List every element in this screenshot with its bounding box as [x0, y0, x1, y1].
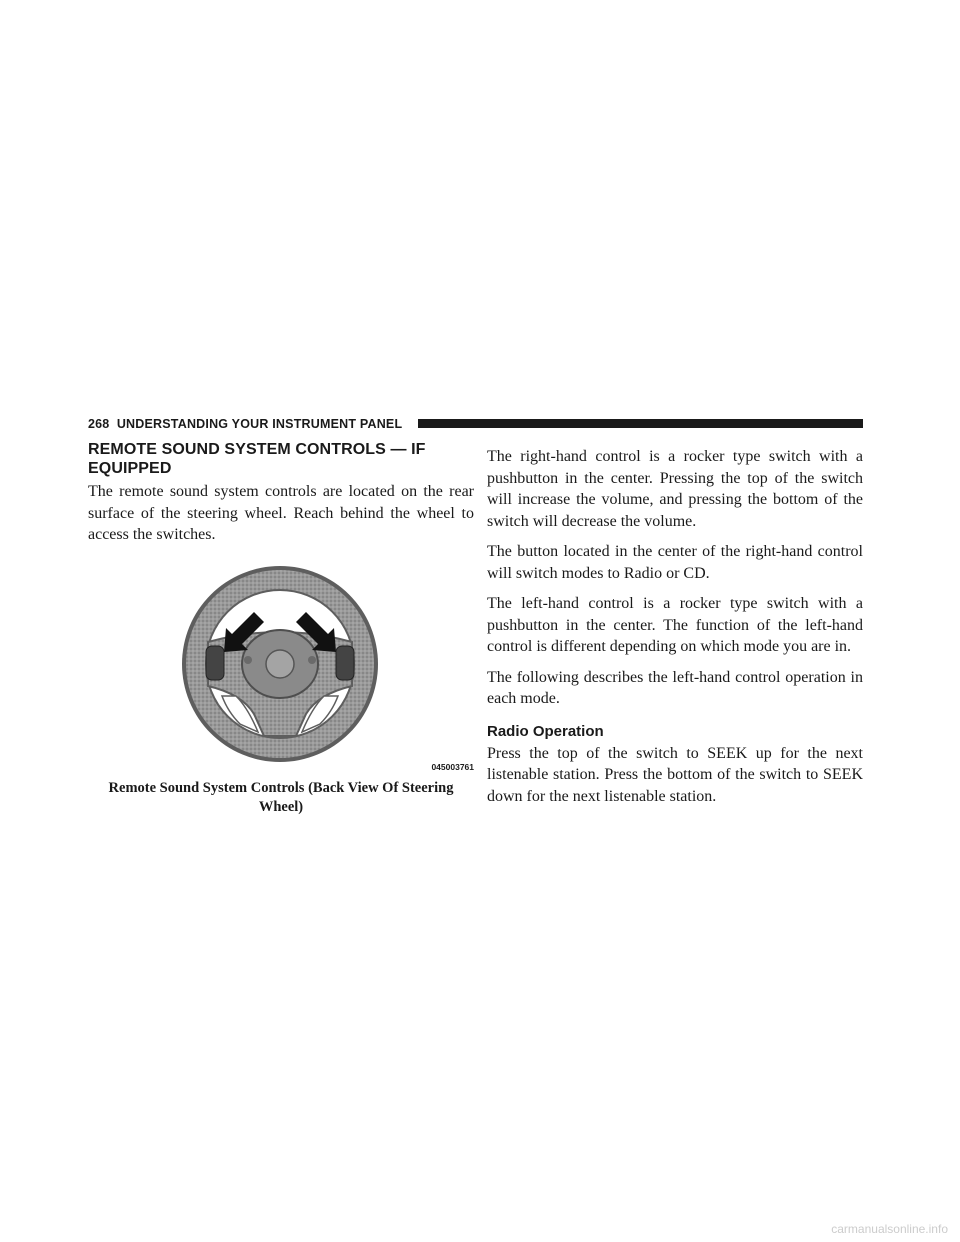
- paragraph-left-control: The left-hand control is a rocker type switch with a pushbutton in the center. The function of the left-hand control is different depending on which mode you are in.: [487, 595, 863, 655]
- watermark: carmanualsonline.info: [831, 1222, 948, 1236]
- page-header: [88, 416, 863, 432]
- steering-wheel-illustration: [178, 564, 382, 764]
- paragraph-right-control: The right-hand control is a rocker type switch with a pushbutton in the center. Pressing the top of the switch will increase the volume, and pressing the bottom of the switch will decrease the volume.: [487, 448, 863, 530]
- page-number: 268: [88, 417, 110, 431]
- paragraph-mode-button: The button located in the center of the right-hand control will switch modes to Radio or CD.: [487, 543, 863, 582]
- subheading-radio-operation: Radio Operation: [487, 722, 604, 740]
- left-column: [88, 440, 474, 817]
- header-rule: [418, 419, 863, 428]
- header-text: [88, 416, 408, 432]
- right-column: [487, 446, 863, 816]
- section-heading: REMOTE SOUND SYSTEM CONTROLS — IF EQUIPPED: [88, 441, 426, 477]
- paragraph-radio-operation: Press the top of the switch to SEEK up for the next listenable station. Press the bottom of the switch to SEEK down for the next listenable station.: [487, 744, 863, 805]
- figure-code: 045003761: [431, 761, 474, 772]
- intro-paragraph: The remote sound system controls are located on the rear surface of the steering wheel. Reach behind the wheel to access the switches.: [88, 483, 474, 543]
- paragraph-following: The following describes the left-hand control operation in each mode.: [487, 668, 863, 707]
- figure-caption: Remote Sound System Controls (Back View Of Steering Wheel): [108, 779, 454, 815]
- steering-wheel-figure: [88, 564, 474, 776]
- section-running-title: UNDERSTANDING YOUR INSTRUMENT PANEL: [116, 417, 403, 431]
